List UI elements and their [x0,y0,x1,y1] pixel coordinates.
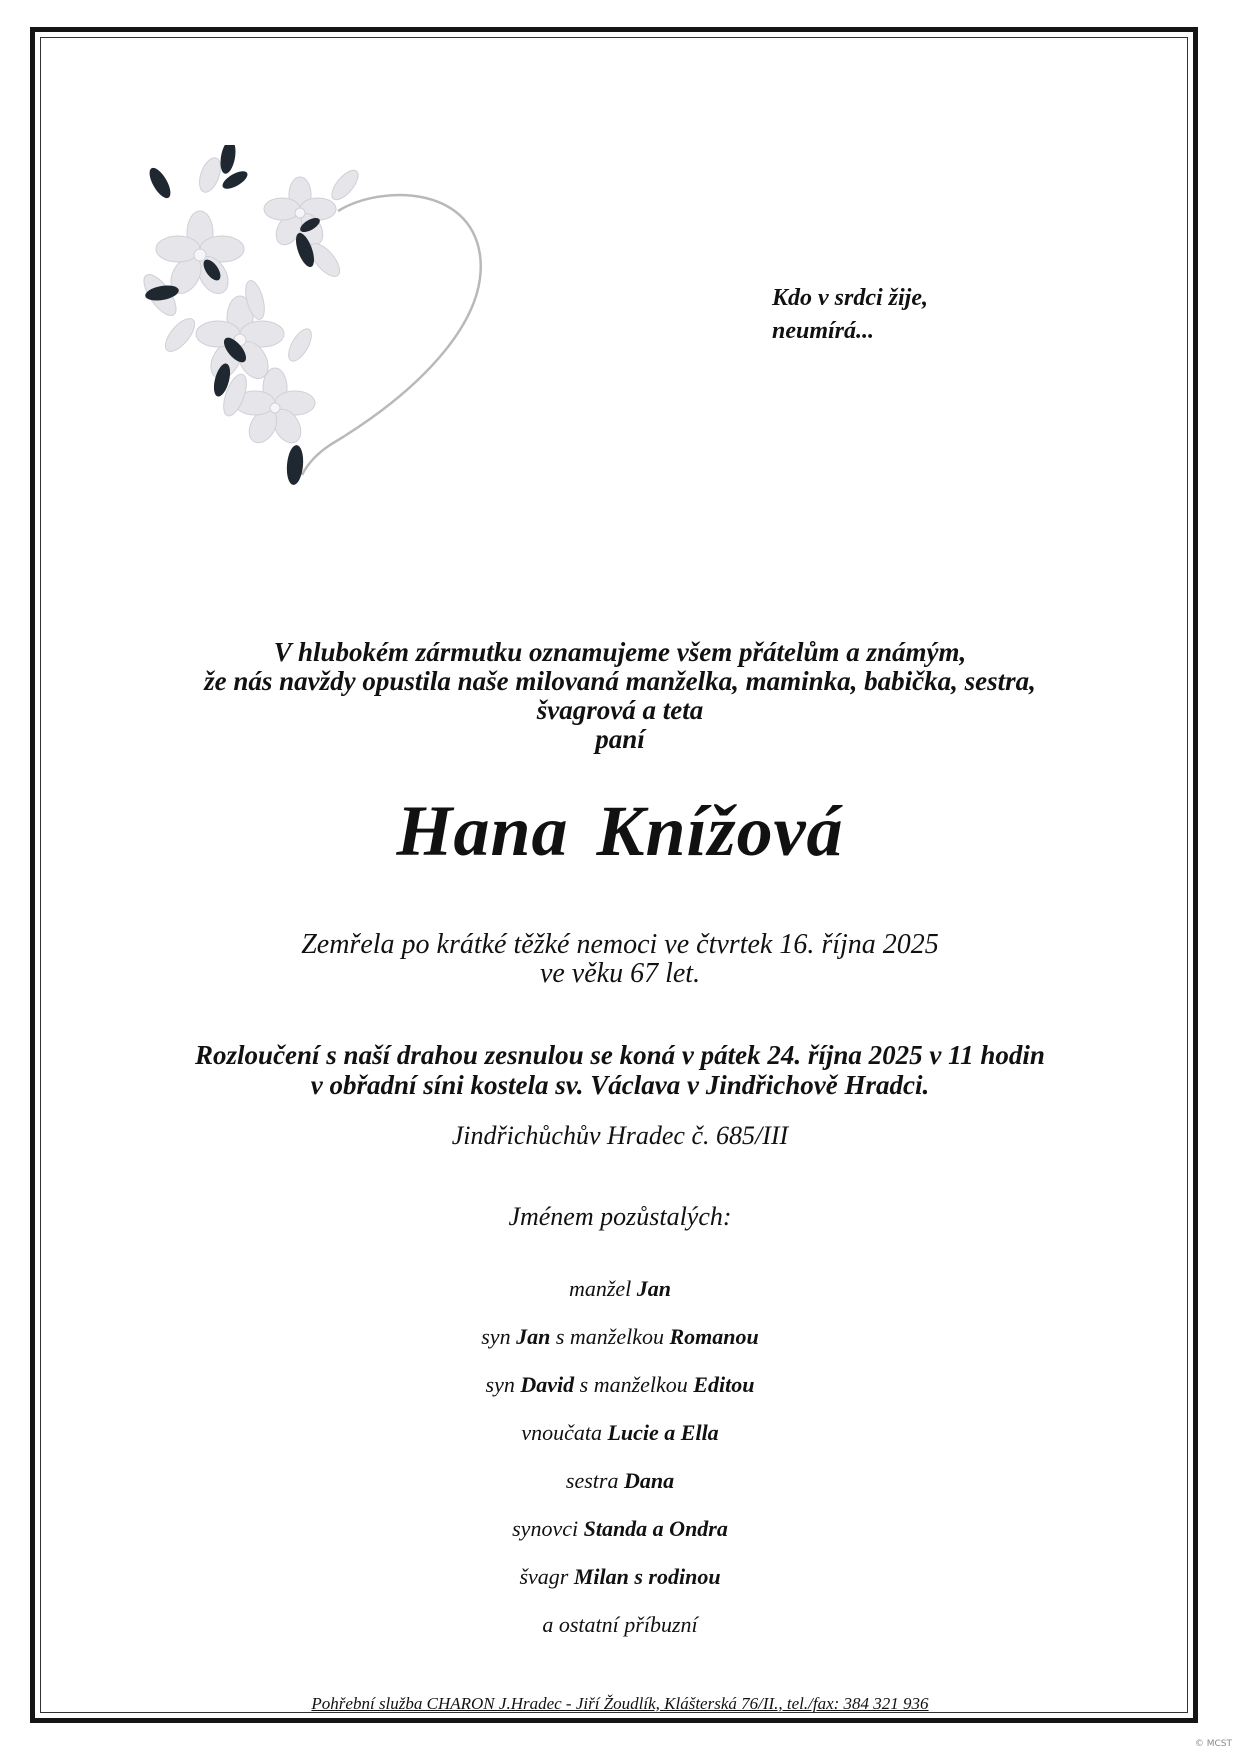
mourner-relation: synovci [512,1516,579,1541]
mourner-partner: Romanou [669,1324,759,1349]
death-notice [100,930,1140,988]
mourner-name: Jan [516,1324,551,1349]
mourner-relation: vnoučata [521,1420,602,1445]
mourner-relation: švagr [519,1564,569,1589]
mourner-partner: Editou [693,1372,755,1397]
intro-line: že nás navždy opustila naše milovaná manželka, maminka, babička, sestra, [204,666,1036,696]
mourner-item [100,1464,1140,1512]
mourner-relation: syn [481,1324,511,1349]
mourner-name: David [520,1372,575,1397]
mourner-item [100,1320,1140,1368]
motto-line: Kdo v srdci žije, [772,285,928,311]
address: Jindřichůchův Hradec č. 685/III [451,1121,789,1150]
mourners-list [100,1272,1140,1656]
mourner-relation: a ostatní příbuzní [542,1612,698,1637]
mourner-name: Milan s rodinou [573,1564,721,1589]
mourner-item [100,1368,1140,1416]
mourner-item [100,1608,1140,1656]
mourner-item [100,1416,1140,1464]
heart-flower-ornament-icon [140,145,500,505]
on-behalf-heading: Jménem pozůstalých: [508,1202,732,1231]
deceased-last-name: Knížová [596,791,844,871]
mourner-item [100,1272,1140,1320]
farewell-ceremony [100,1040,1140,1100]
intro-line: V hlubokém zármutku oznamujeme všem přátelům a známým, [273,637,967,667]
mourner-suffix: s manželkou [555,1324,664,1349]
farewell-line: Rozloučení s naší drahou zesnulou se koná v pátek 24. října 2025 v 11 hodin [195,1040,1045,1070]
death-notice-line: ve věku 67 let. [539,958,701,989]
mourner-relation: manžel [568,1276,632,1301]
farewell-line: v obřadní síni kostela sv. Václava v Jindřichově Hradci. [310,1070,930,1100]
mourner-relation: syn [485,1372,515,1397]
intro-line: švagrová a teta [536,695,704,725]
funeral-service-footer: Pohřební služba CHARON J.Hradec - Jiří Žoudlík, Klášterská 76/II., tel./fax: 384 321 936 [311,1694,929,1713]
mourner-name: Standa a Ondra [583,1516,728,1541]
mourner-name: Lucie a Ella [607,1420,719,1445]
announcement-intro [100,638,1140,754]
mourner-name: Jan [636,1276,672,1301]
deceased-first-name: Hana [396,791,569,871]
intro-line: paní [595,724,645,754]
mourner-item [100,1560,1140,1608]
mourner-relation: sestra [565,1468,619,1493]
deceased-name [100,790,1140,873]
motto [772,282,928,348]
copyright-mark: © MCST [1194,1739,1232,1749]
mourner-name: Dana [623,1468,675,1493]
mourner-suffix: s manželkou [579,1372,688,1397]
motto-line: neumírá... [772,318,875,344]
mourner-item [100,1512,1140,1560]
death-notice-line: Zemřela po krátké těžké nemoci ve čtvrtek 16. října 2025 [301,929,939,960]
